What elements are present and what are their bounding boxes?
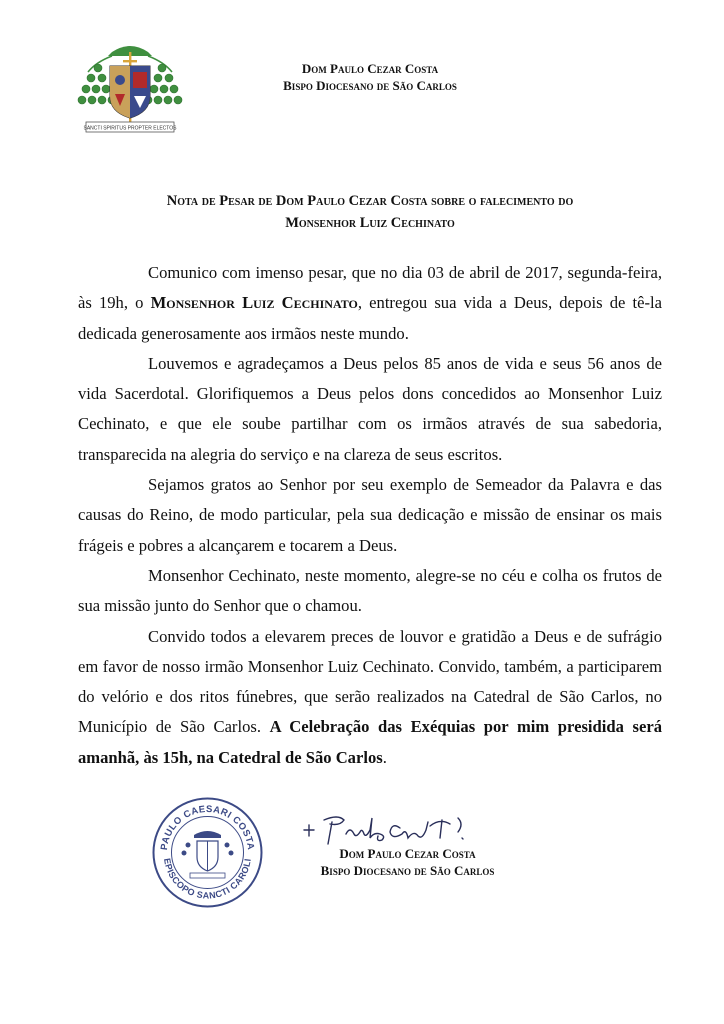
title-line-1: Nota de Pesar de Dom Paulo Cezar Costa sobre o falecimento do — [166, 193, 574, 209]
episcopal-seal-icon — [150, 795, 265, 910]
funeral-announcement: A Celebração das Exéquias por mim presidida será amanhã, às 15h, na Catedral de São Carlos — [78, 717, 662, 767]
paragraph-5 — [78, 622, 662, 773]
seal-top-text: PAULO CAESARI COSTA — [159, 803, 257, 851]
letterhead-name: Dom Paulo Cezar Costa — [301, 61, 439, 76]
paragraph-5-text: Convido todos a elevarem preces de louvor e gratidão a Deus e de sufrágio em favor de nosso irmão Monsenhor Luiz Cechinato. Convido, também, a participarem do velório e dos ritos fúnebres, que serão realizados na Catedral de São Carlos, no Município de São Carlos. — [78, 626, 662, 737]
title-line-2: Monsenhor Luiz Cechinato — [285, 215, 455, 231]
letterhead-role: Bispo Diocesano de São Carlos — [283, 78, 457, 93]
document-body — [78, 258, 662, 773]
paragraph-5-end: . — [382, 747, 387, 767]
paragraph-2: Louvemos e agradeçamos a Deus pelos 85 anos de vida e seus 56 anos de vida Sacerdotal. Glorifiquemos a Deus pelos dons concedidos ao Monsenhor Luiz Cechinato, e que ele soube partilhar com os irmãos através de sua sabedoria, transparecida na alegria do serviço e na clareza de seus escritos. — [78, 353, 662, 464]
letterhead — [240, 60, 500, 94]
paragraph-1-text-a: Comunico com imenso pesar, que no dia 03 de abril de 2017, segunda-feira, às 19h, o — [78, 263, 662, 313]
paragraph-3: Sejamos gratos ao Senhor por seu exemplo de Semeador da Palavra e das causas do Reino, de modo particular, pela sua dedicação e missão de ensinar os mais frágeis e pobres a alcançarem e tocarem a Deus. — [78, 475, 662, 555]
signatory-name: Dom Paulo Cezar Costa — [339, 846, 476, 861]
coat-of-arms-icon — [74, 38, 186, 142]
honoree-name: Monsenhor Luiz Cechinato — [150, 293, 358, 313]
paragraph-1 — [78, 258, 662, 349]
signature-block — [290, 845, 525, 879]
coat-motto: SANCTI SPIRITUS PROPTER ELECTOS — [83, 125, 177, 132]
paragraph-1-text-b: , entregou sua vida a Deus, depois de tê-la dedicada generosamente aos irmãos neste mundo. — [78, 293, 662, 343]
seal-bottom-text: EPISCOPO SANCTI CAROLI — [162, 857, 253, 901]
document-title — [90, 190, 650, 234]
paragraph-4: Monsenhor Cechinato, neste momento, alegre-se no céu e colha os frutos de sua missão junto do Senhor que o chamou. — [78, 565, 662, 616]
signatory-role: Bispo Diocesano de São Carlos — [320, 863, 495, 878]
